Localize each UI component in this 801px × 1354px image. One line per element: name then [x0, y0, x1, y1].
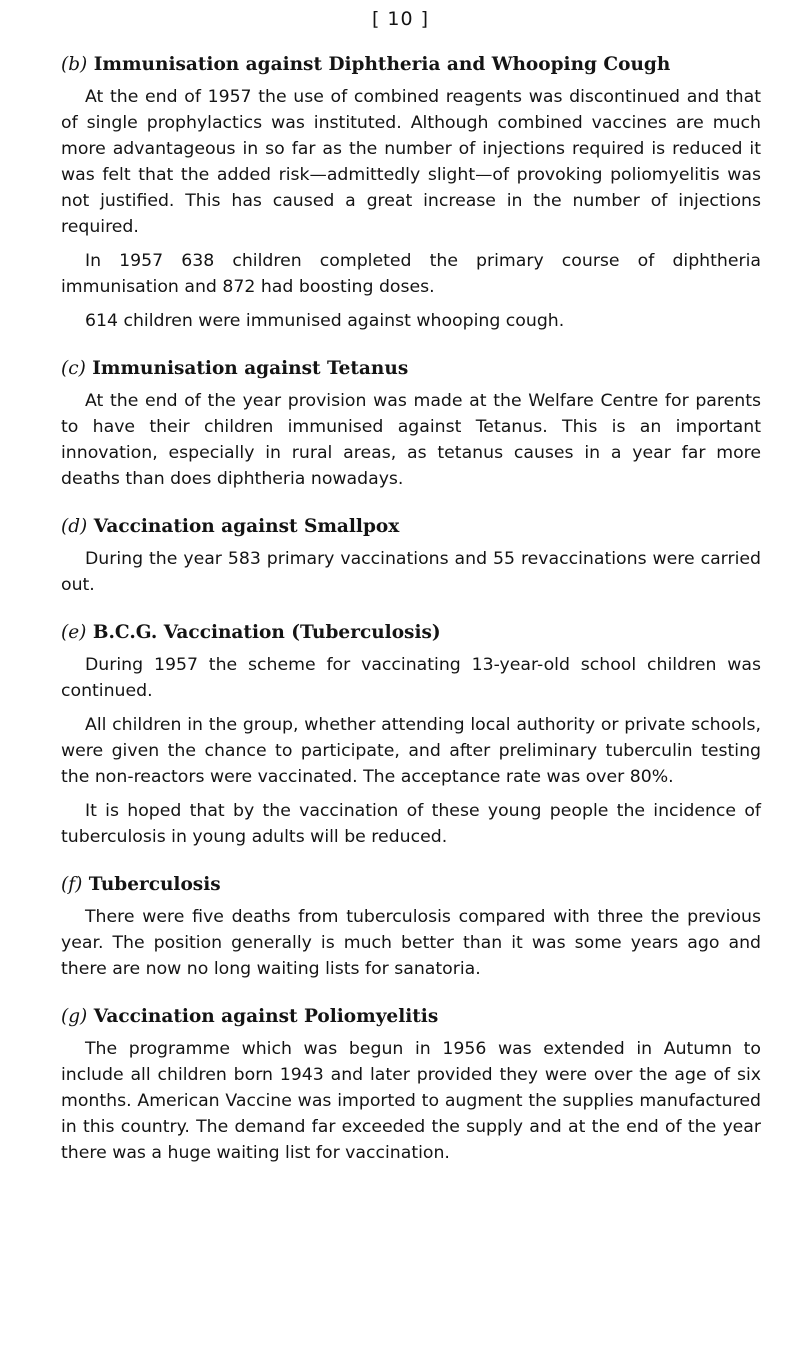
section-letter: (b) — [61, 54, 88, 75]
section-heading — [61, 514, 761, 540]
document-body — [61, 52, 761, 1174]
section-title: Vaccination against Poliomyelitis — [93, 1006, 439, 1027]
paragraph: During the year 583 primary vaccinations and 55 revaccinations were carried out. — [61, 549, 761, 595]
section-heading — [61, 52, 761, 78]
section-letter: (e) — [61, 622, 87, 643]
paragraph: During 1957 the scheme for vaccinating 13-year-old school children was continued. — [61, 655, 761, 701]
section-letter: (g) — [61, 1006, 88, 1027]
paragraph: The programme which was begun in 1956 was extended in Autumn to include all children born 1943 and later provided they were over the age of six months. American Vaccine was imported to augment the supplies manufactured in this country. The demand far exceeded the supply and at the end of the year there was a huge waiting list for vaccination. — [61, 1039, 761, 1163]
section-heading — [61, 356, 761, 382]
section-letter: (f) — [61, 874, 83, 895]
page-number: [ 10 ] — [371, 8, 430, 30]
paragraph: It is hoped that by the vaccination of these young people the incidence of tuberculosis in young adults will be reduced. — [61, 801, 761, 847]
paragraph: There were five deaths from tuberculosis compared with three the previous year. The position generally is much better than it was some years ago and there are now no long waiting lists for sanatoria. — [61, 907, 761, 979]
section-heading — [61, 872, 761, 898]
paragraph: In 1957 638 children completed the primary course of diphtheria immunisation and 872 had boosting doses. — [61, 251, 761, 297]
paragraph: All children in the group, whether attending local authority or private schools, were given the chance to participate, and after preliminary tuberculin testing the non-reactors were vaccinated. The acceptance rate was over 80%. — [61, 715, 761, 787]
paragraph: At the end of 1957 the use of combined reagents was discontinued and that of single prophylactics was instituted. Although combined vaccines are much more advantageous in so far as the number of injections required is reduced it was felt that the added risk—admittedly slight—of provoking poliomyelitis was not justified. This has caused a great increase in the number of injections required. — [61, 87, 761, 237]
section-tuberculosis — [61, 872, 761, 982]
section-title: Immunisation against Diphtheria and Whooping Cough — [93, 54, 671, 75]
paragraph: 614 children were immunised against whooping cough. — [85, 311, 565, 331]
section-smallpox — [61, 514, 761, 598]
section-heading — [61, 1004, 761, 1030]
section-letter: (d) — [61, 516, 88, 537]
section-title: B.C.G. Vaccination (Tuberculosis) — [92, 622, 441, 643]
section-diphtheria-whooping-cough — [61, 52, 761, 334]
paragraph: At the end of the year provision was made at the Welfare Centre for parents to have their children immunised against Tetanus. This is an important innovation, especially in rural areas, as tetanus causes in a year far more deaths than does diphtheria nowadays. — [61, 391, 761, 489]
section-title: Tuberculosis — [88, 874, 221, 895]
section-title: Immunisation against Tetanus — [92, 358, 409, 379]
section-heading — [61, 620, 761, 646]
section-title: Vaccination against Smallpox — [93, 516, 400, 537]
section-letter: (c) — [61, 358, 86, 379]
section-tetanus — [61, 356, 761, 492]
section-bcg-vaccination — [61, 620, 761, 850]
section-poliomyelitis — [61, 1004, 761, 1166]
